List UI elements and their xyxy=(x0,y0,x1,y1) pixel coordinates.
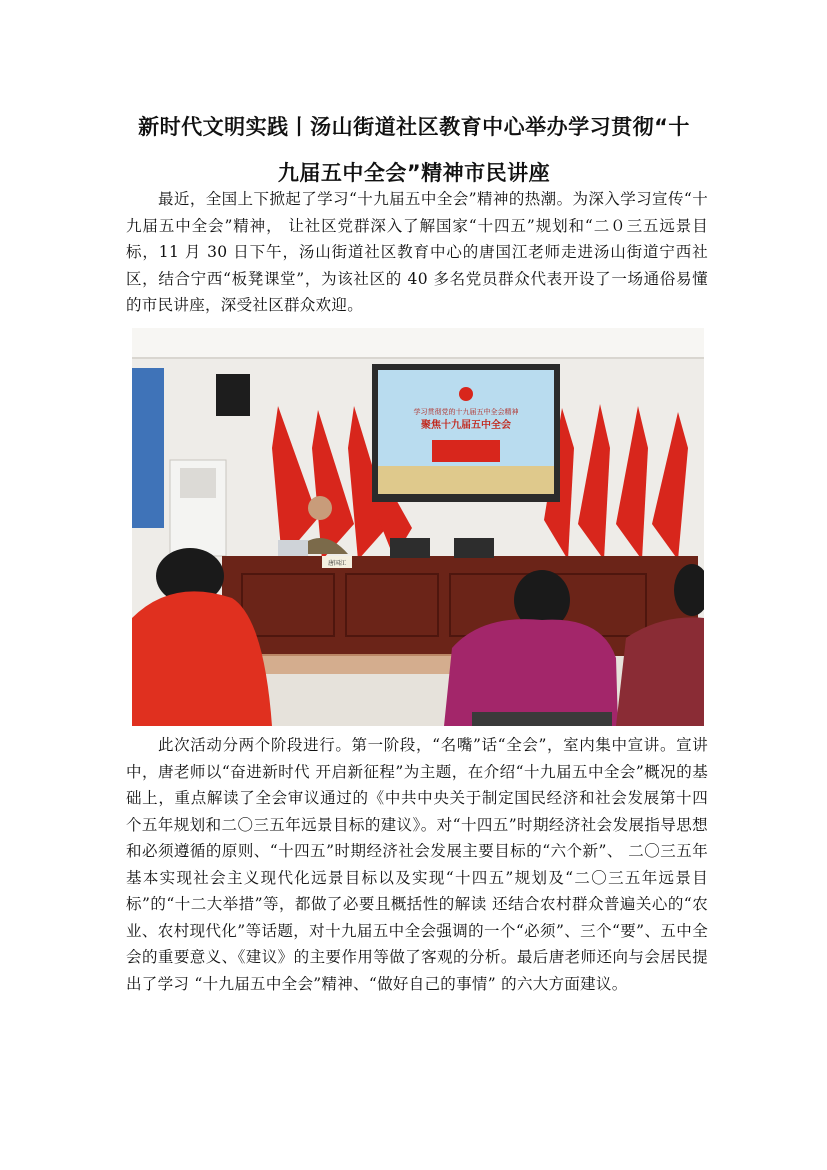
screen-text-2: 聚焦十九届五中全会 xyxy=(421,420,511,431)
paragraph-activity: 此次活动分两个阶段进行。第一阶段，“名嘴”话“全会”，室内集中宣讲。宣讲中，唐老师以“奋进新时代 开启新征程”为主题，在介绍“十九届五中全会”概况的基础上，重点解读了全会审议通过的《中共中央关于制定国民经济和社会发展第十四个五年规划和二〇三五年远景目标的建议》。对“十四五”时期经济社会发展指导思想和必须遵循的原则、“十四五”时期经济社会发展主要目标的“六个新”、 二〇三五年基本实现社会主义现代化远景目标以及实现“十四五”规划及“二〇三五年远景目标”的“十二大举措”等，都做了必要且概括性的解读 还结合农村群众普遍关心的“农业、农村现代化”等话题，对十九届五中全会强调的一个“必须”、三个“要”、五中全会的重要意义、《建议》的主要作用等做了客观的分析。最后唐老师还向与会居民提出了学习 “十九届五中全会”精神、“做好自己的事情” 的六大方面建议。 xyxy=(126,736,708,993)
window-blind xyxy=(132,368,164,528)
article-title xyxy=(110,104,718,196)
screen-text-1: 学习贯彻党的十九届五中全会精神 xyxy=(413,408,519,416)
title-line-1: 新时代文明实践丨汤山街道社区教育中心举办学习贯彻“十 xyxy=(138,115,690,139)
lecture-scene-image xyxy=(132,328,704,726)
speaker-box xyxy=(216,374,250,416)
paragraph-intro: 最近，全国上下掀起了学习“十九届五中全会”精神的热潮。为深入学习宣传“十九届五中全会”精神， 让社区党群深入了解国家“十四五”规划和“二０三五远景目标，11 月 30 日下午，汤山街道社区教育中心的唐国江老师走进汤山街道宁西社区，结合宁西“板凳课堂”，为该社区的 40 多名党员群众代表开设了一场通俗易懂的市民讲座，深受社区群众欢迎。 xyxy=(126,190,708,314)
nameplate-text: 唐国江 xyxy=(327,560,347,567)
presenter-head xyxy=(308,496,332,520)
lecture-photo xyxy=(132,328,704,726)
audience-magenta-jacket xyxy=(444,619,618,726)
title-line-2: 九届五中全会”精神市民讲座 xyxy=(277,161,551,185)
